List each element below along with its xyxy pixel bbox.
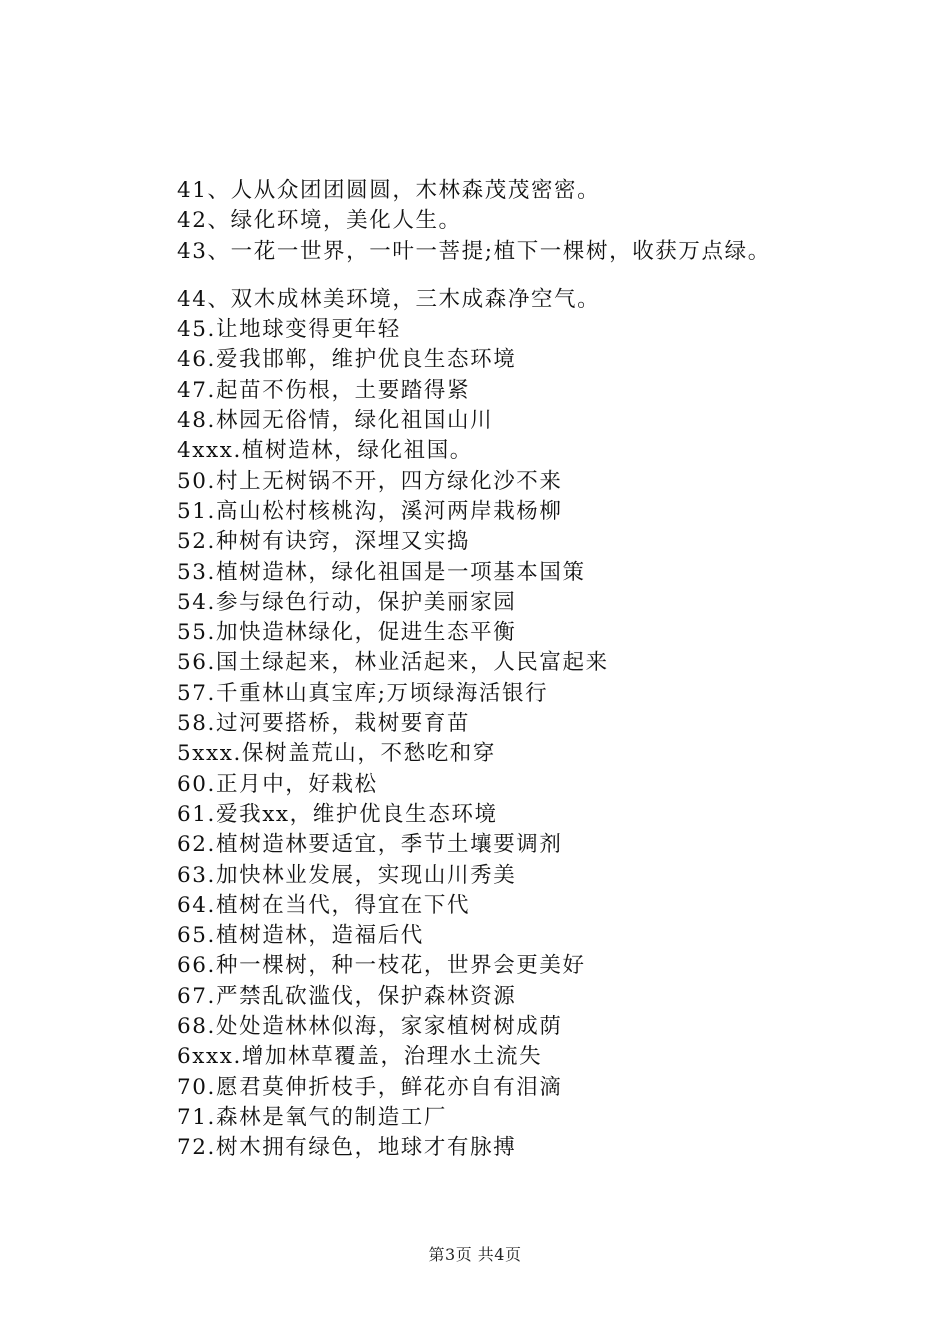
list-item: 58.过河要搭桥，栽树要育苗 xyxy=(177,711,471,737)
list-item: 47.起苗不伤根，土要踏得紧 xyxy=(177,377,471,403)
list-item: 68.处处造林林似海，家家植树树成荫 xyxy=(177,1014,563,1040)
list-item: 48.林园无俗情，绿化祖国山川 xyxy=(177,408,494,434)
list-item: 41、人从众团团圆圆，木林森茂茂密密。 xyxy=(177,178,601,203)
list-item: 44、双木成林美环境，三木成森净空气。 xyxy=(177,286,601,312)
list-item: 64.植树在当代，得宜在下代 xyxy=(177,892,471,918)
list-item: 57.千重林山真宝库;万顷绿海活银行 xyxy=(177,680,549,706)
list-item: 62.植树造林要适宜，季节土壤要调剂 xyxy=(177,832,563,858)
list-item: 50.村上无树锅不开，四方绿化沙不来 xyxy=(177,468,563,494)
list-item: 71.森林是氧气的制造工厂 xyxy=(177,1104,447,1130)
list-item: 56.国土绿起来，林业活起来，人民富起来 xyxy=(177,650,609,676)
list-item: 43、一花一世界，一叶一菩提;植下一棵树，收获万点绿。 xyxy=(177,238,771,264)
list-item: 4xxx.植树造林，绿化祖国。 xyxy=(177,438,473,464)
list-item: 70.愿君莫伸折枝手，鲜花亦自有泪滴 xyxy=(177,1074,563,1100)
list-item: 63.加快林业发展，实现山川秀美 xyxy=(177,862,517,888)
list-item: 61.爱我xx，维护优良生态环境 xyxy=(177,801,498,827)
list-item: 67.严禁乱砍滥伐，保护森林资源 xyxy=(177,983,517,1009)
list-item: 6xxx.增加林草覆盖，治理水土流失 xyxy=(177,1044,543,1070)
list-item: 72.树木拥有绿色，地球才有脉搏 xyxy=(177,1135,517,1161)
slogan-list xyxy=(177,176,877,1164)
list-item: 52.种树有诀窍，深埋又实捣 xyxy=(177,529,471,555)
list-item: 51.高山松村核桃沟，溪河两岸栽杨柳 xyxy=(177,498,563,524)
list-item: 42、绿化环境，美化人生。 xyxy=(177,208,462,234)
list-item: 65.植树造林，造福后代 xyxy=(177,923,424,949)
list-item: 60.正月中，好栽松 xyxy=(177,771,378,797)
page-number: 第3页 共4页 xyxy=(428,1245,522,1264)
list-item: 5xxx.保树盖荒山，不愁吃和穿 xyxy=(177,741,496,767)
list-item: 53.植树造林，绿化祖国是一项基本国策 xyxy=(177,559,586,585)
list-item: 54.参与绿色行动，保护美丽家园 xyxy=(177,589,517,615)
list-item: 66.种一棵树，种一枝花，世界会更美好 xyxy=(177,953,586,979)
list-item: 55.加快造林绿化，促进生态平衡 xyxy=(177,620,517,646)
list-item: 45.让地球变得更年轻 xyxy=(177,317,401,343)
list-item: 46.爱我邯郸，维护优良生态环境 xyxy=(177,347,517,373)
